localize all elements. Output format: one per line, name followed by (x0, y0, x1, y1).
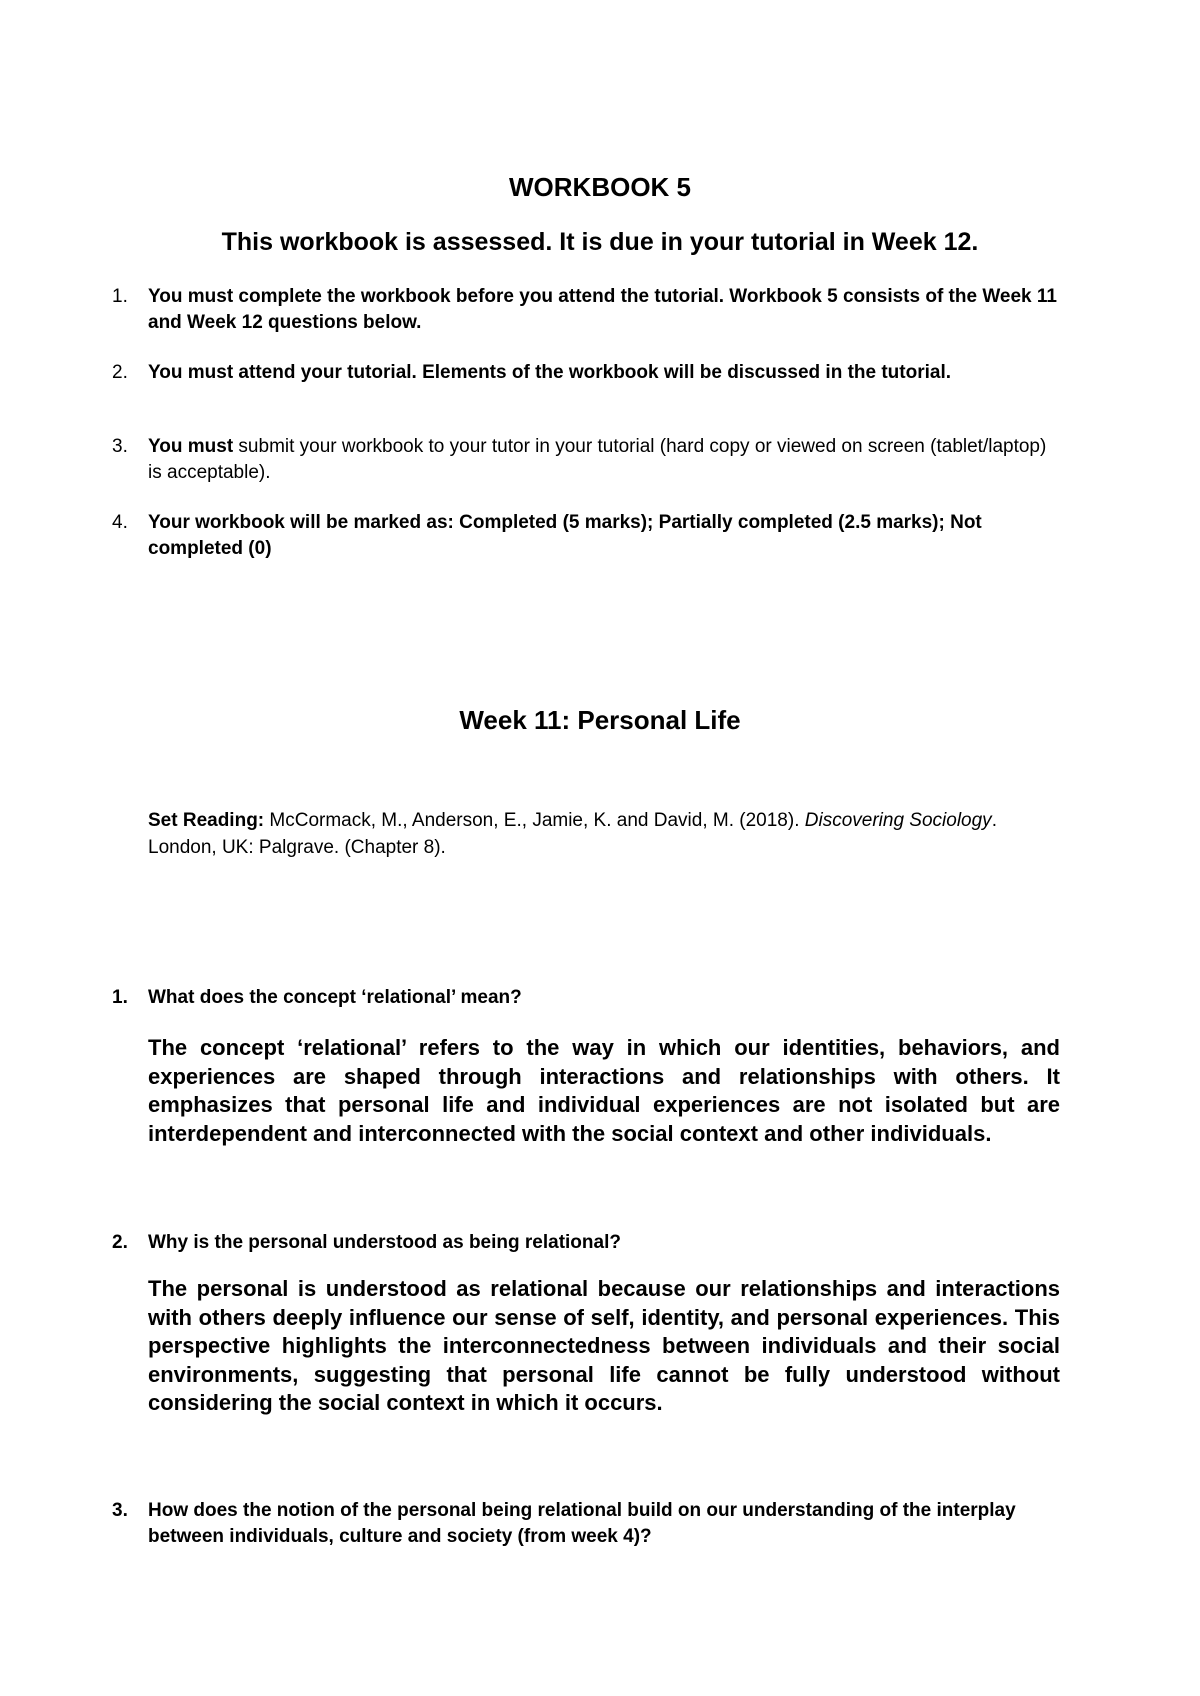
rule-bold-text: You must (148, 436, 234, 457)
question-text: What does the concept ‘relational’ mean? (148, 987, 522, 1008)
rule-text: submit your workbook to your tutor in your tutorial (hard copy or viewed on screen (tablet/laptop) is acceptable). (148, 436, 1047, 483)
rule-number: 2. (112, 362, 128, 383)
week-heading: Week 11: Personal Life (459, 705, 741, 735)
question-item (112, 1230, 1072, 1256)
rule-item (112, 360, 1062, 386)
assessed-note: This workbook is assessed. It is due in your tutorial in Week 12. (221, 228, 979, 256)
question-number: 2. (112, 1232, 128, 1253)
set-reading-book-title: Discovering Sociology (804, 810, 992, 831)
question-item (112, 1498, 1072, 1550)
rule-number: 3. (112, 436, 128, 457)
question-number: 1. (112, 987, 128, 1008)
rule-number: 4. (112, 512, 128, 533)
rule-item (112, 434, 1062, 486)
question-text: How does the notion of the personal being relational build on our understanding of the interplay between individuals, culture and society (from week 4)? (148, 1500, 1016, 1547)
rule-item (112, 510, 1062, 562)
rule-bold-text: You must complete the workbook before you attend the tutorial. Workbook 5 consists of the Week 11 and Week 12 questions below. (148, 286, 1057, 333)
rule-item (112, 284, 1062, 336)
rule-bold-text: You must attend your tutorial. Elements of the workbook will be discussed in the tutorial. (148, 362, 952, 383)
set-reading-publisher: . London, UK: Palgrave. (Chapter 8). (148, 810, 997, 858)
set-reading-label: Set Reading: (148, 810, 265, 831)
question-number: 3. (112, 1500, 128, 1521)
answer-text: The personal is understood as relational because our relationships and interactions with others deeply influence our sense of self, identity, and personal experiences. This perspective highlights the interconnectedness between individuals and their social environments, suggesting that personal life cannot be fully understood without considering the social context in which it occurs. (148, 1276, 1060, 1415)
answer-text: The concept ‘relational’ refers to the way in which our identities, behaviors, and experiences are shaped through interactions and relationships with others. It emphasizes that personal life and individual experiences are not isolated but are interdependent and interconnected with the social context and other individuals. (148, 1035, 1060, 1146)
workbook-title: WORKBOOK 5 (509, 172, 691, 202)
question-item (112, 985, 1072, 1011)
set-reading (148, 807, 1068, 861)
set-reading-authors: McCormack, M., Anderson, E., Jamie, K. and David, M. (2018). (264, 810, 805, 831)
rule-number: 1. (112, 286, 128, 307)
question-text: Why is the personal understood as being relational? (148, 1232, 621, 1253)
rule-bold-text: Your workbook will be marked as: Completed (5 marks); Partially completed (2.5 marks); Not completed (0) (148, 512, 982, 559)
